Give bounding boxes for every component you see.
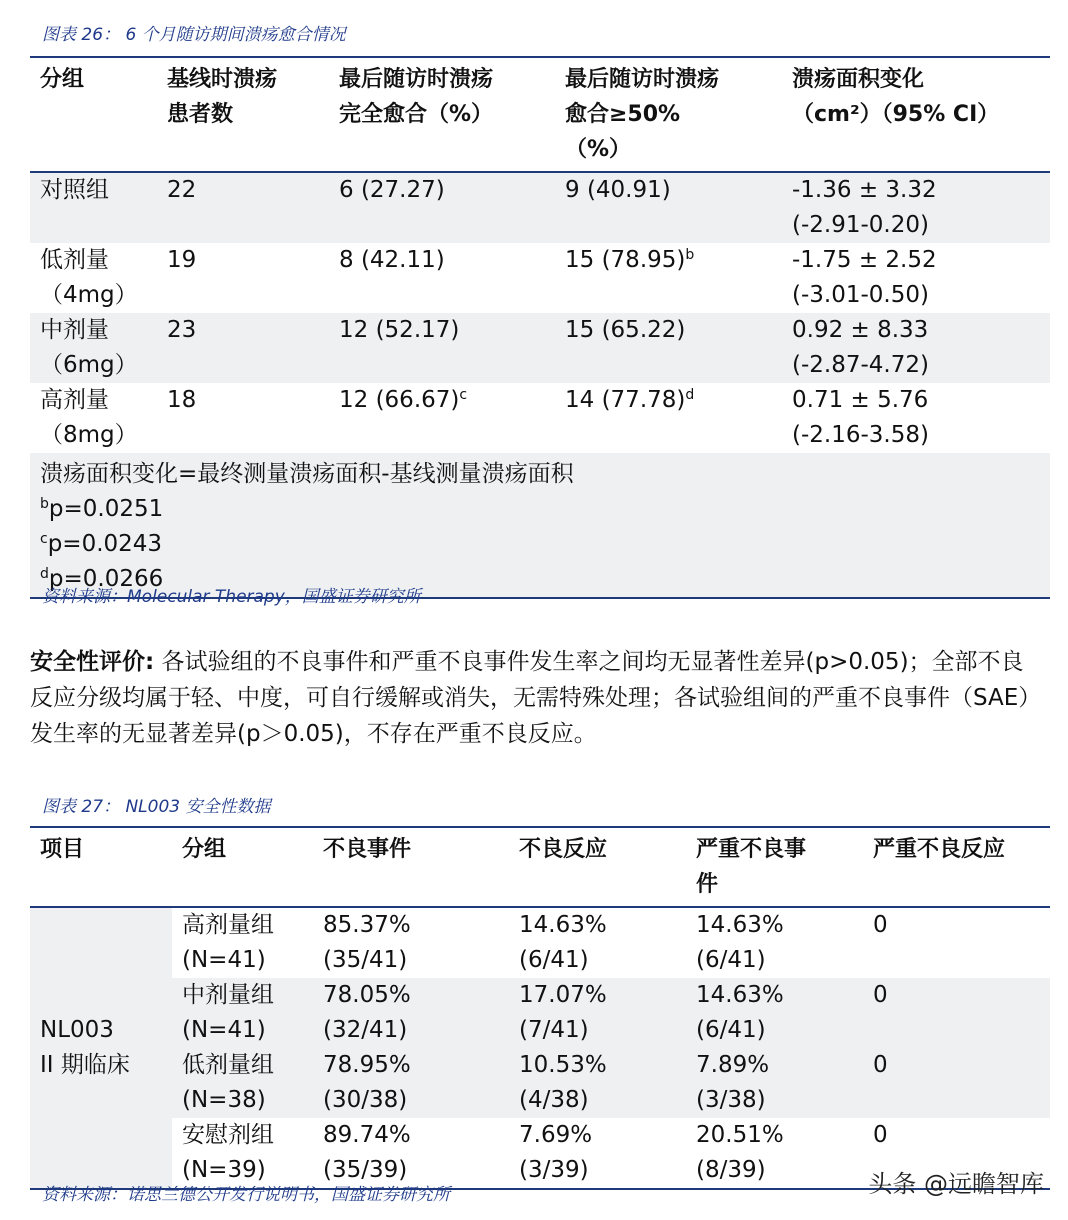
- safety-data-table: [30, 826, 1050, 1190]
- figure-26-source: 资料来源：Molecular Therapy，国盛证券研究所: [42, 587, 421, 607]
- header-ar: 不良反应: [509, 827, 686, 907]
- count-cell: 23: [157, 313, 329, 383]
- ulcer-healing-table: [30, 56, 1050, 599]
- count-cell: 22: [157, 172, 329, 243]
- ae-cell: 85.37% (35/41): [313, 907, 509, 978]
- sar-cell: 0: [863, 978, 1050, 1048]
- area-cell: -1.75 ± 2.52 (-3.01-0.50): [782, 243, 1050, 313]
- complete-cell: 12 (52.17): [329, 313, 555, 383]
- paragraph-text: 各试验组的不良事件和严重不良事件发生率之间均无显著性差异(p>0.05)；全部不良反应分级均属于轻、中度，可自行缓解或消失，无需特殊处理；各试验组间的严重不良事件（SAE）发生率的无显著差异(p＞0.05)，不存在严重不良反应。: [30, 649, 1030, 747]
- notes-row: [30, 453, 1050, 598]
- ae-cell: 89.74% (35/39): [313, 1118, 509, 1189]
- area-cell: 0.71 ± 5.76 (-2.16-3.58): [782, 383, 1050, 453]
- group-cell: 低剂量组 (N=38): [172, 1048, 313, 1118]
- complete-cell: 12 $(66.67)^c$: [329, 383, 555, 453]
- watermark-text: 头条 @远瞻智库: [868, 1170, 1044, 1198]
- table-row: [30, 172, 1050, 243]
- table-row: [30, 1048, 1050, 1118]
- group-cell: 低剂量 （4mg）: [30, 243, 157, 313]
- group-cell: 中剂量 （6mg）: [30, 313, 157, 383]
- note-line: $^c$p=0.0243: [40, 531, 163, 557]
- ar-cell: 14.63% (6/41): [509, 907, 686, 978]
- table-row: [30, 383, 1050, 453]
- area-cell: 0.92 ± 8.33 (-2.87-4.72): [782, 313, 1050, 383]
- ar-cell: 17.07% (7/41): [509, 978, 686, 1048]
- header-project: 项目: [30, 827, 172, 907]
- header-group: 分组: [172, 827, 313, 907]
- note-line: $^d$p=0.0266: [40, 566, 164, 592]
- group-cell: 中剂量组 (N=41): [172, 978, 313, 1048]
- notes-cell: [30, 453, 1050, 598]
- sar-cell: 0: [863, 1048, 1050, 1118]
- table-header-row: [30, 827, 1050, 907]
- group-cell: 安慰剂组 (N=39): [172, 1118, 313, 1189]
- note-line: $^b$p=0.0251: [40, 496, 164, 522]
- half-cell: 14 $(77.78)^d$: [555, 383, 782, 453]
- table-row: [30, 907, 1050, 978]
- complete-cell: 8 (42.11): [329, 243, 555, 313]
- table-row: [30, 243, 1050, 313]
- sar-cell: 0: [863, 1118, 1050, 1189]
- paragraph-label: 安全性评价:: [30, 649, 155, 675]
- count-cell: 18: [157, 383, 329, 453]
- safety-paragraph: [30, 644, 1040, 752]
- figure-26-caption: 图表 26： 6 个月随访期间溃疡愈合情况: [42, 25, 346, 45]
- group-cell: 高剂量 （8mg）: [30, 383, 157, 453]
- half-cell: 9 (40.91): [555, 172, 782, 243]
- project-cell: NL003 II 期临床: [30, 907, 172, 1189]
- note-line: 溃疡面积变化=最终测量溃疡面积-基线测量溃疡面积: [40, 461, 574, 487]
- header-area-change: 溃疡面积变化 （cm²）（95% CI）: [782, 57, 1050, 172]
- header-ae: 不良事件: [313, 827, 509, 907]
- ae-cell: 78.95% (30/38): [313, 1048, 509, 1118]
- figure-27-source: 资料来源：诺思兰德公开发行说明书，国盛证券研究所: [42, 1185, 450, 1205]
- count-cell: 19: [157, 243, 329, 313]
- header-group: 分组: [30, 57, 157, 172]
- header-complete-healing: 最后随访时溃疡 完全愈合（%）: [329, 57, 555, 172]
- group-cell: 高剂量组 (N=41): [172, 907, 313, 978]
- header-half-healing: 最后随访时溃疡 愈合≥50% （%）: [555, 57, 782, 172]
- group-cell: 对照组: [30, 172, 157, 243]
- complete-cell: 6 (27.27): [329, 172, 555, 243]
- sae-cell: 14.63% (6/41): [686, 978, 863, 1048]
- header-sar: 严重不良反应: [863, 827, 1050, 907]
- sar-cell: 0: [863, 907, 1050, 978]
- figure-27-caption: 图表 27： NL003 安全性数据: [42, 797, 271, 817]
- table-row: [30, 978, 1050, 1048]
- sae-cell: 14.63% (6/41): [686, 907, 863, 978]
- ar-cell: 7.69% (3/39): [509, 1118, 686, 1189]
- table-row: [30, 313, 1050, 383]
- sae-cell: 7.89% (3/38): [686, 1048, 863, 1118]
- half-cell: 15 (65.22): [555, 313, 782, 383]
- area-cell: -1.36 ± 3.32 (-2.91-0.20): [782, 172, 1050, 243]
- header-sae: 严重不良事 件: [686, 827, 863, 907]
- half-cell: 15 $(78.95)^b$: [555, 243, 782, 313]
- header-baseline-count: 基线时溃疡 患者数: [157, 57, 329, 172]
- table-header-row: [30, 57, 1050, 172]
- sae-cell: 20.51% (8/39): [686, 1118, 863, 1189]
- ae-cell: 78.05% (32/41): [313, 978, 509, 1048]
- ar-cell: 10.53% (4/38): [509, 1048, 686, 1118]
